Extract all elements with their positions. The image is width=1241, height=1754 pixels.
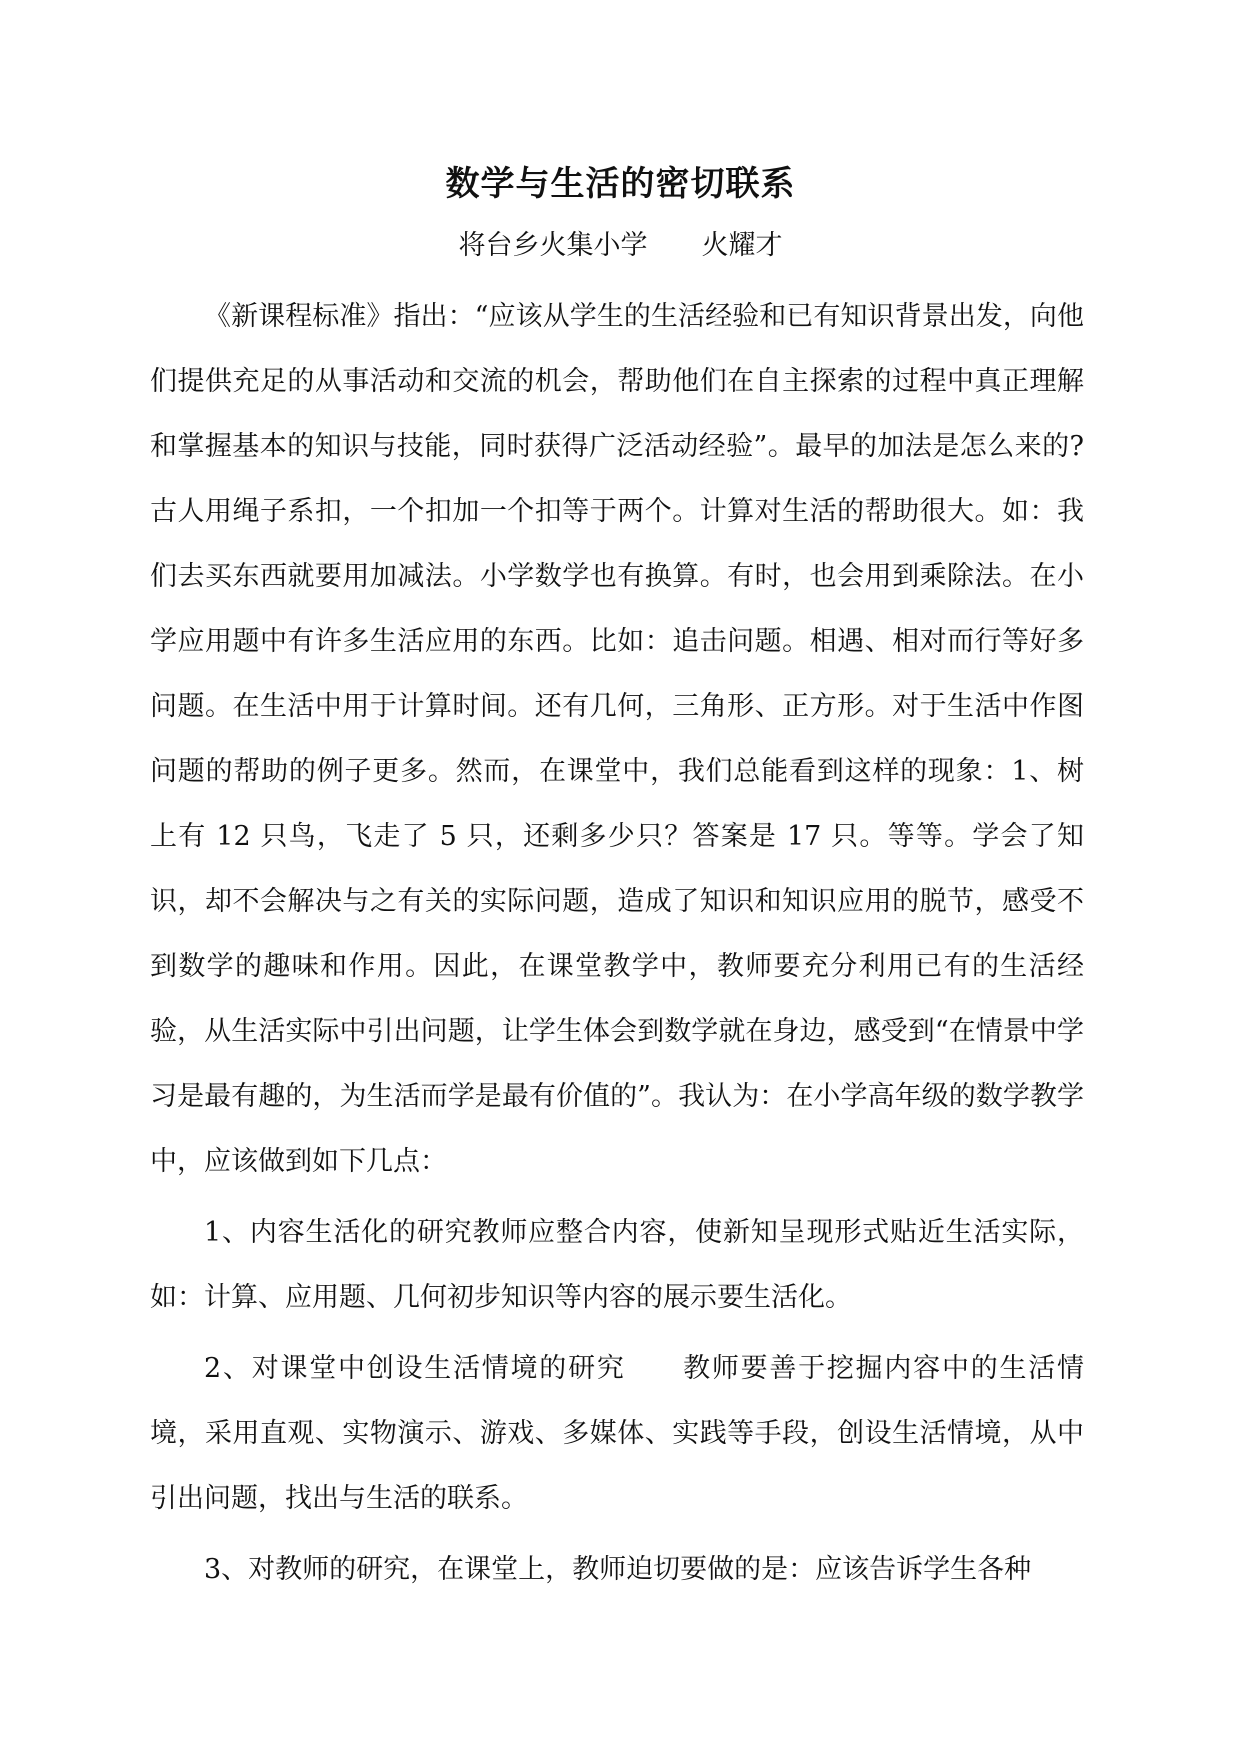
paragraph-point-2: 2、对课堂中创设生活情境的研究 教师要善于挖掘内容中的生活情境，采用直观、实物演示、游戏、多媒体、实践等手段，创设生活情境，从中引出问题，找出与生活的联系。 [150,1353,1084,1514]
paragraph-point-1: 1、内容生活化的研究教师应整合内容，使新知呈现形式贴近生活实际，如：计算、应用题、几何初步知识等内容的展示要生活化。 [150,1217,1084,1313]
author-byline: 将台乡火集小学 火耀才 [458,230,783,261]
paragraph-point-3: 3、对教师的研究，在课堂上，教师迫切要做的是：应该告诉学生各种 [204,1554,1032,1585]
paragraph-intro: 《新课程标准》指出：“应该从学生的生活经验和已有知识背景出发，向他们提供充足的从事活动和交流的机会，帮助他们在自主探索的过程中真正理解和掌握基本的知识与技能，同时获得广泛活动经验”。最早的加法是怎么来的?古人用绳子系扣，一个扣加一个扣等于两个。计算对生活的帮助很大。如：我们去买东西就要用加减法。小学数学也有换算。有时，也会用到乘除法。在小学应用题中有许多生活应用的东西。比如：追击问题。相遇、相对而行等好多问题。在生活中用于计算时间。还有几何，三角形、正方形。对于生活中作图问题的帮助的例子更多。然而，在课堂中，我们总能看到这样的现象：1、树上有 12 只鸟，飞走了 5 只，还剩多少只？答案是 17 只。等等。学会了知识，却不会解决与之有关的实际问题，造成了知识和知识应用的脱节，感受不到数学的趣味和作用。因此，在课堂教学中，教师要充分利用已有的生活经验，从生活实际中引出问题，让学生体会到数学就在身边，感受到“在情景中学习是最有趣的，为生活而学是最有价值的”。我认为：在小学高年级的数学教学中，应该做到如下几点： [150,301,1084,1177]
document-title: 数学与生活的密切联系 [445,164,796,204]
document-body [150,284,1084,1602]
